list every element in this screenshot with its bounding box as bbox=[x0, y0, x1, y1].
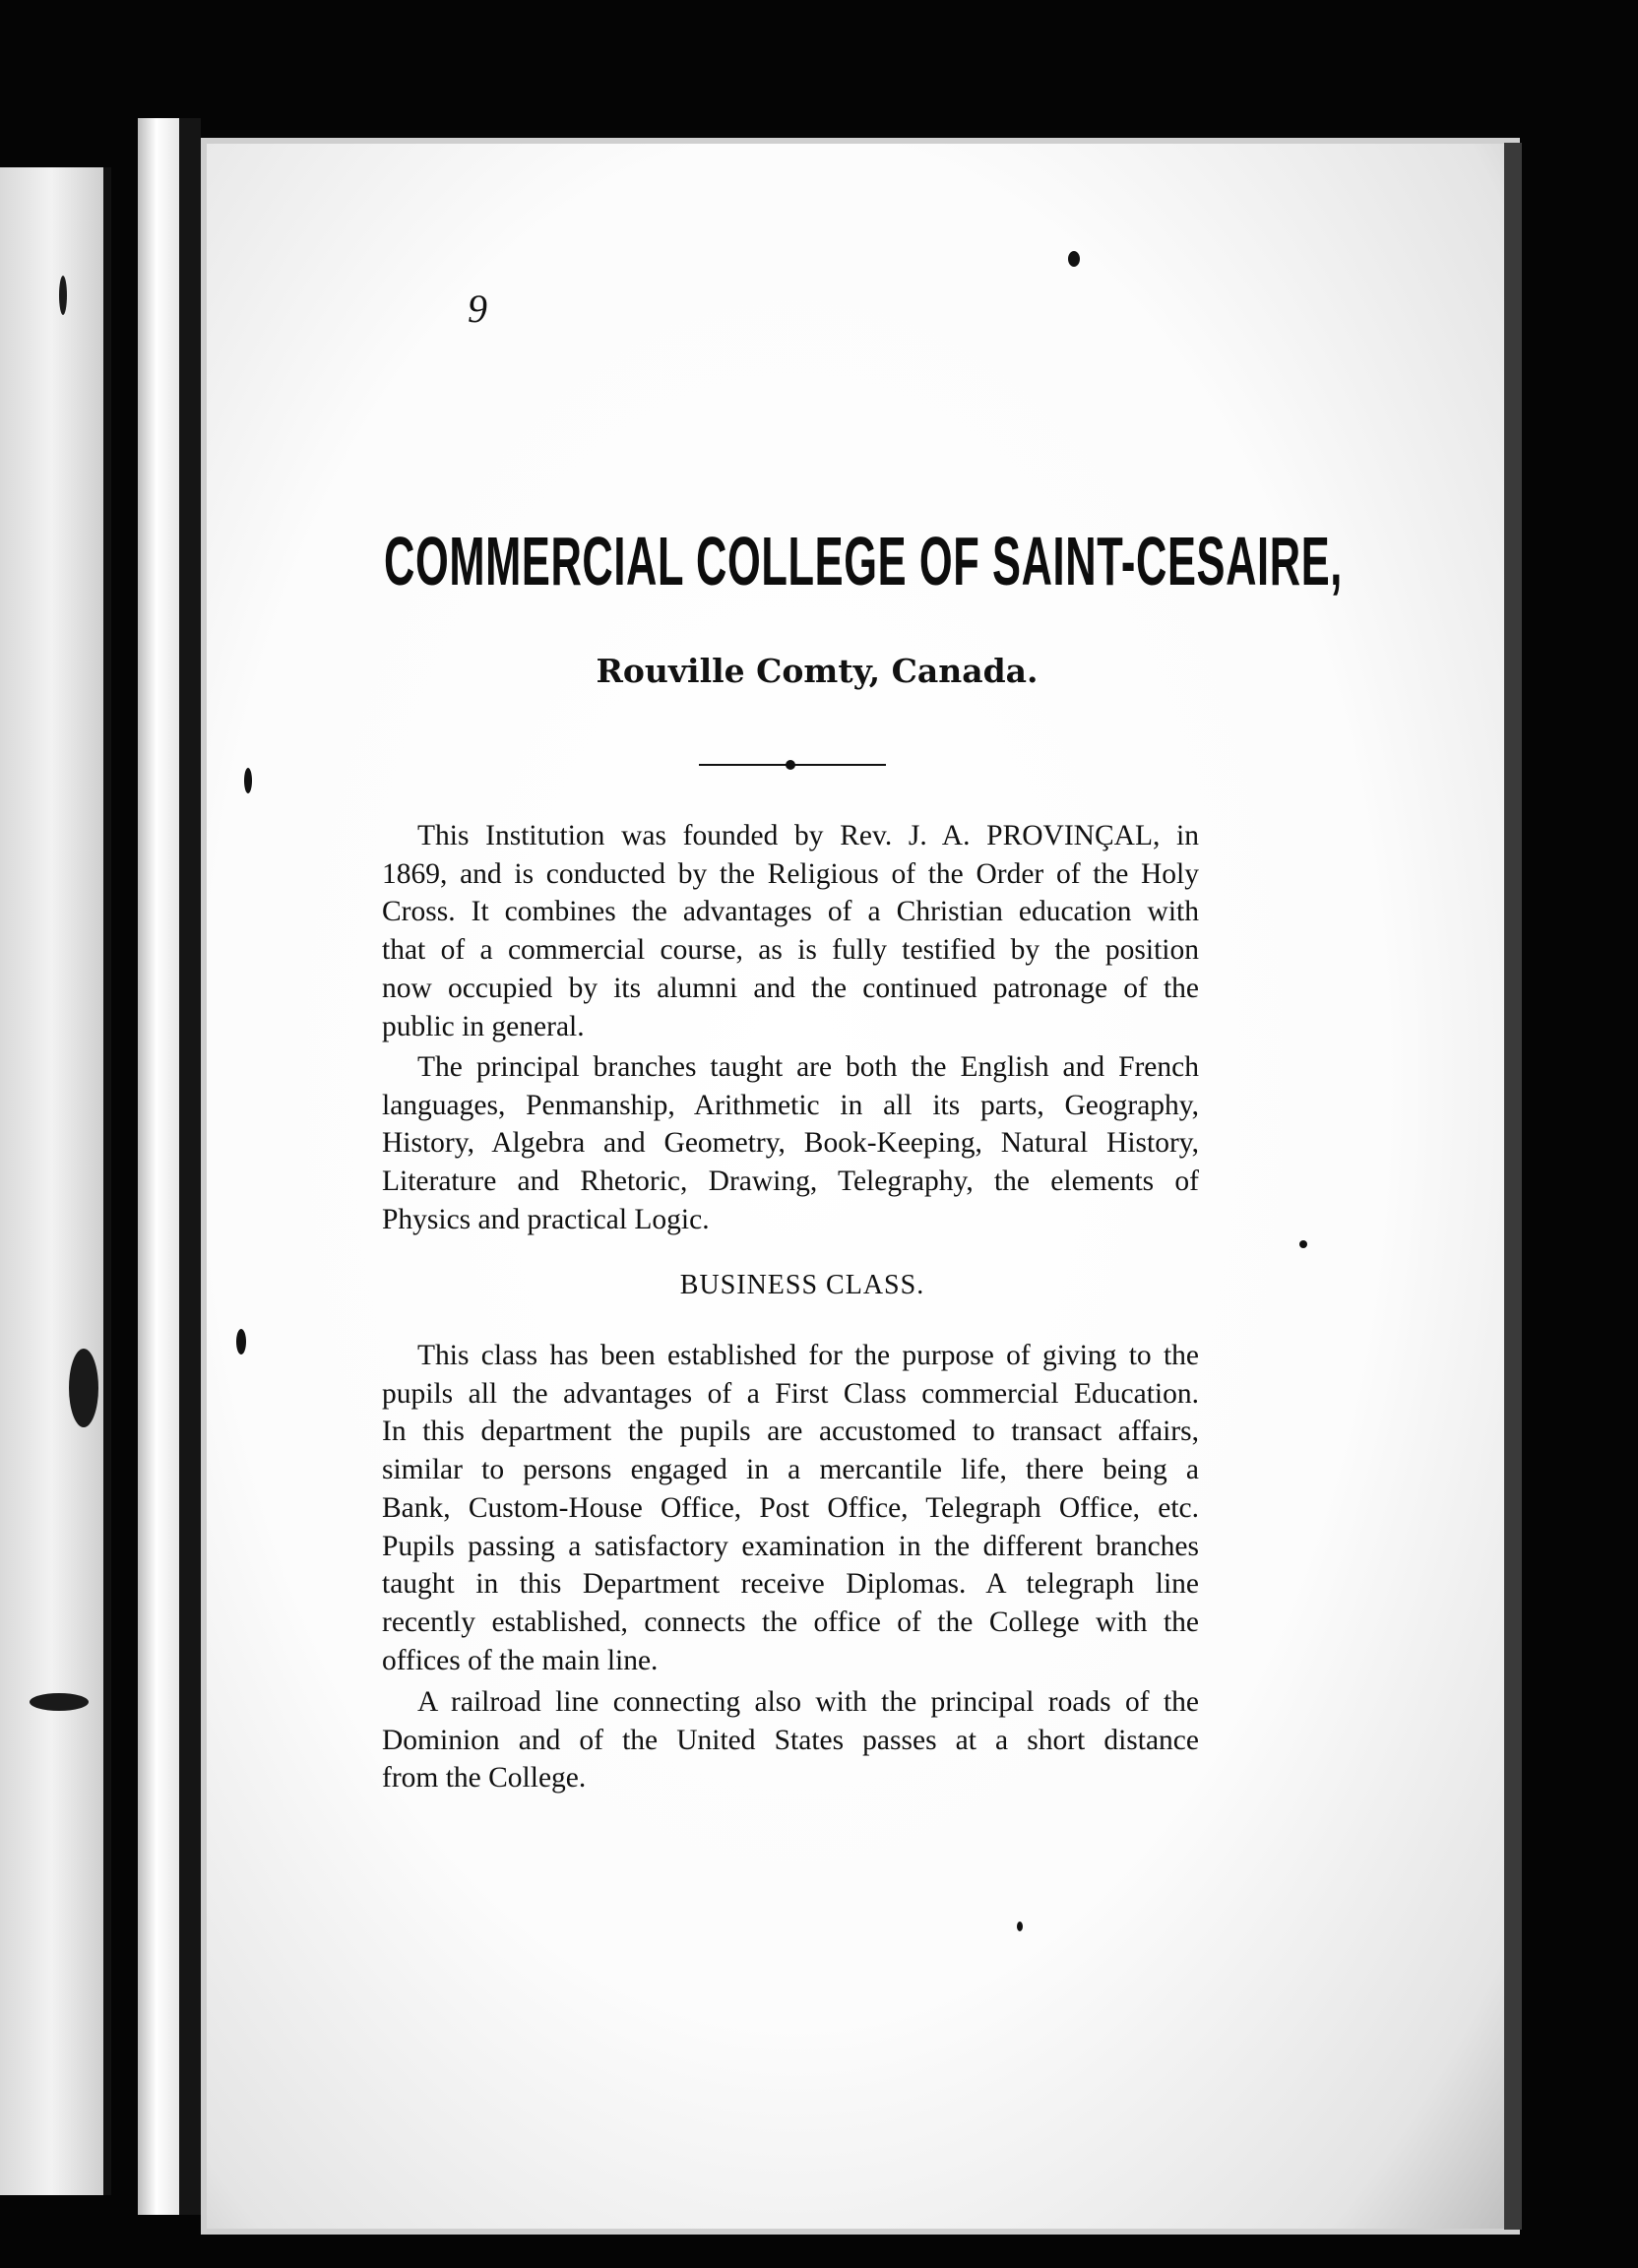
text-line: taught in this Department receive Diplomas. A telegraph line bbox=[382, 1568, 1199, 1601]
text-line: recently established, connects the office of the College with the bbox=[382, 1606, 1199, 1638]
scan-speck bbox=[1017, 1922, 1023, 1931]
text-line: that of a commercial course, as is fully testified by the position bbox=[382, 934, 1199, 967]
business-paragraph bbox=[382, 1337, 1199, 1679]
text-line: 1869, and is conducted by the Religious of the Order of the Holy bbox=[382, 857, 1199, 890]
text-line: pupils all the advantages of a First Class commercial Education. bbox=[382, 1377, 1199, 1410]
text-line: from the College. bbox=[382, 1762, 587, 1795]
section-heading: BUSINESS CLASS. bbox=[679, 1270, 925, 1300]
text-line: In this department the pupils are accustomed to transact affairs, bbox=[382, 1416, 1199, 1448]
text-line: similar to persons engaged in a mercantile life, there being a bbox=[382, 1454, 1199, 1486]
text-line: Physics and practical Logic. bbox=[382, 1203, 710, 1235]
ornamental-rule-dot bbox=[786, 760, 795, 770]
adjacent-page-edge bbox=[0, 167, 111, 2195]
scan-speck bbox=[236, 1329, 246, 1354]
text-line: Cross. It combines the advantages of a Christian education with bbox=[382, 896, 1199, 928]
text-line: History, Algebra and Geometry, Book-Keeping, Natural History, bbox=[382, 1127, 1199, 1160]
ink-blot bbox=[30, 1693, 89, 1711]
text-line: Bank, Custom-House Office, Post Office, Telegraph Office, etc. bbox=[382, 1491, 1199, 1524]
gutter-shadow bbox=[179, 118, 201, 2215]
ink-blot bbox=[69, 1349, 98, 1427]
scan-speck bbox=[1068, 251, 1080, 267]
railroad-paragraph bbox=[382, 1683, 1199, 1797]
ink-blot bbox=[59, 276, 67, 315]
intro-paragraph bbox=[382, 817, 1199, 1045]
text-line: The principal branches taught are both the English and French bbox=[417, 1051, 1199, 1083]
text-line: Pupils passing a satisfactory examination in the different branches bbox=[382, 1530, 1199, 1562]
page-subtitle: Rouville Comty, Canada. bbox=[596, 652, 1039, 690]
page-title: COMMERCIAL COLLEGE OF SAINT-CESAIRE, bbox=[384, 523, 1343, 599]
text-line: This class has been established for the purpose of giving to the bbox=[417, 1340, 1199, 1371]
page-edge-shadow bbox=[1504, 143, 1522, 2230]
scan-speck bbox=[244, 768, 252, 793]
branches-paragraph bbox=[382, 1048, 1199, 1239]
text-line: offices of the main line. bbox=[382, 1644, 659, 1676]
scan-speck bbox=[1299, 1240, 1307, 1248]
text-line: Literature and Rhetoric, Drawing, Telegraphy, the elements of bbox=[382, 1166, 1199, 1198]
text-line: languages, Penmanship, Arithmetic in all its parts, Geography, bbox=[382, 1089, 1199, 1121]
text-line: Dominion and of the United States passes at a short distance bbox=[382, 1724, 1199, 1756]
text-line: A railroad line connecting also with the principal roads of the bbox=[417, 1686, 1199, 1718]
book-spine bbox=[138, 118, 179, 2215]
text-line: now occupied by its alumni and the continued patronage of the bbox=[382, 972, 1199, 1004]
text-line: public in general. bbox=[382, 1010, 585, 1042]
text-line: This Institution was founded by Rev. J. A. PROVINÇAL, in bbox=[417, 820, 1199, 851]
folio-mark: 9 bbox=[468, 286, 487, 331]
